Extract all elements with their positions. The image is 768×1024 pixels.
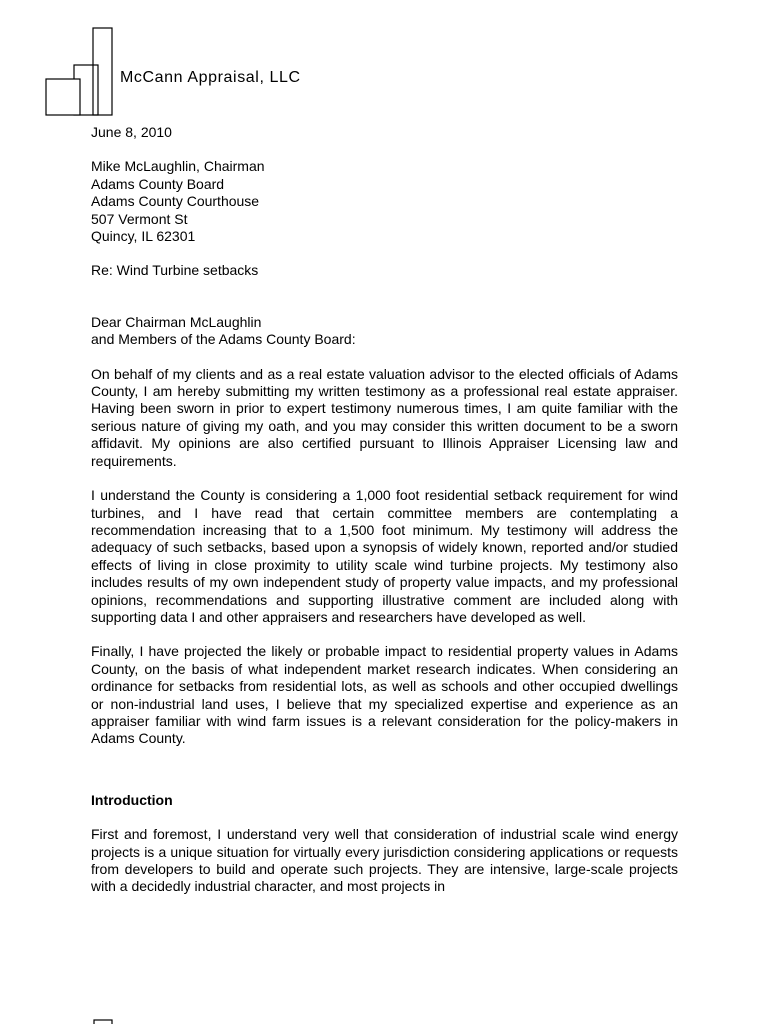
- address-line: 507 Vermont St: [91, 210, 188, 227]
- body-paragraph: Finally, I have projected the likely or probable impact to residential property values in Adams County, on the basis of what independent market research indicates. When considering an ordinance for setbacks from residential lots, as well as schools and other occupied dwellings or non-industrial land uses, I believe that my specialized expertise and experience as an appraiser familiar with wind farm issues is a relevant consideration for the policy-makers in Adams County.: [91, 643, 678, 747]
- section-heading: Introduction: [91, 791, 173, 808]
- recipient-address: [91, 158, 678, 245]
- salutation: [91, 314, 678, 349]
- address-line: Quincy, IL 62301: [91, 228, 196, 245]
- letter-body: [91, 124, 678, 913]
- address-line: Adams County Courthouse: [91, 193, 260, 210]
- intro-paragraph: First and foremost, I understand very well that consideration of industrial scale wind energy projects is a unique situation for virtually every jurisdiction considering applications or requests from developers to build and operate such projects. They are intensive, large-scale projects with a decidedly industrial character, and most projects in: [91, 826, 678, 895]
- company-name: McCann Appraisal, LLC: [120, 69, 301, 86]
- salutation-line: and Members of the Adams County Board:: [91, 331, 356, 348]
- address-line: Mike McLaughlin, Chairman: [91, 158, 265, 175]
- address-line: Adams County Board: [91, 175, 225, 192]
- body-paragraph: I understand the County is considering a 1,000 foot residential setback requirement for wind turbines, and I have read that certain committee members are contemplating a recommendation increasing that to a 1,500 foot minimum. My testimony will address the adequacy of such setbacks, based upon a synopsis of widely known, reported and/or studied effects of living in close proximity to utility scale wind turbine projects. My testimony also includes results of my own independent study of property value impacts, and my professional opinions, recommendations and supporting illustrative comment are included along with supporting data I and other appraisers and researchers have developed as well.: [91, 487, 678, 625]
- salutation-line: Dear Chairman McLaughlin: [91, 313, 262, 330]
- subject-line: Re: Wind Turbine setbacks: [91, 262, 259, 279]
- company-logo-icon: [45, 27, 117, 117]
- next-page-logo-icon: [93, 1019, 113, 1024]
- body-paragraph: On behalf of my clients and as a real estate valuation advisor to the elected officials of Adams County, I am hereby submitting my written testimony as a professional real estate appraiser. Having been sworn in prior to expert testimony numerous times, I am quite familiar with the serious nature of giving my oath, and you may consider this written document to be a sworn affidavit. My opinions are also certified pursuant to Illinois Appraiser Licensing law and requirements.: [91, 365, 678, 469]
- letter-date: June 8, 2010: [91, 124, 172, 140]
